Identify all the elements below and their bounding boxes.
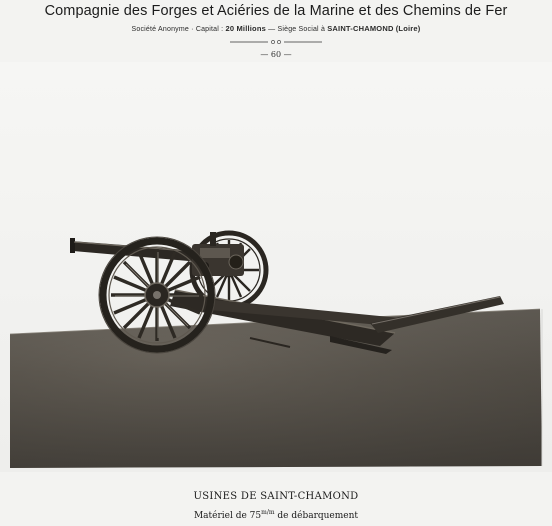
caption-material-prefix: Matériel de 75 xyxy=(193,511,262,521)
company-title: Compagnie des Forges et Aciéries de la Marine et des Chemins de Fer xyxy=(44,3,508,19)
ornament-divider xyxy=(230,39,322,45)
region-name: (Loire) xyxy=(395,24,421,33)
caption-unit-superscript: m/m xyxy=(261,509,275,516)
subtitle-prefix: Société Anonyme · Capital : xyxy=(131,26,224,33)
page-number: — 60 — xyxy=(260,50,292,59)
capital-amount: 20 Millions xyxy=(225,24,266,33)
subtitle-mid: — Siège Social à xyxy=(268,26,326,33)
company-subtitle xyxy=(0,24,552,33)
caption-material-suffix: de débarquement xyxy=(274,511,359,521)
near-wheel xyxy=(99,237,215,353)
ground xyxy=(10,309,542,468)
photograph-plate xyxy=(0,62,552,472)
city-name: SAINT-CHAMOND xyxy=(327,24,394,33)
caption-material xyxy=(0,509,552,521)
caption-works: USINES DE SAINT-CHAMOND xyxy=(193,491,359,502)
